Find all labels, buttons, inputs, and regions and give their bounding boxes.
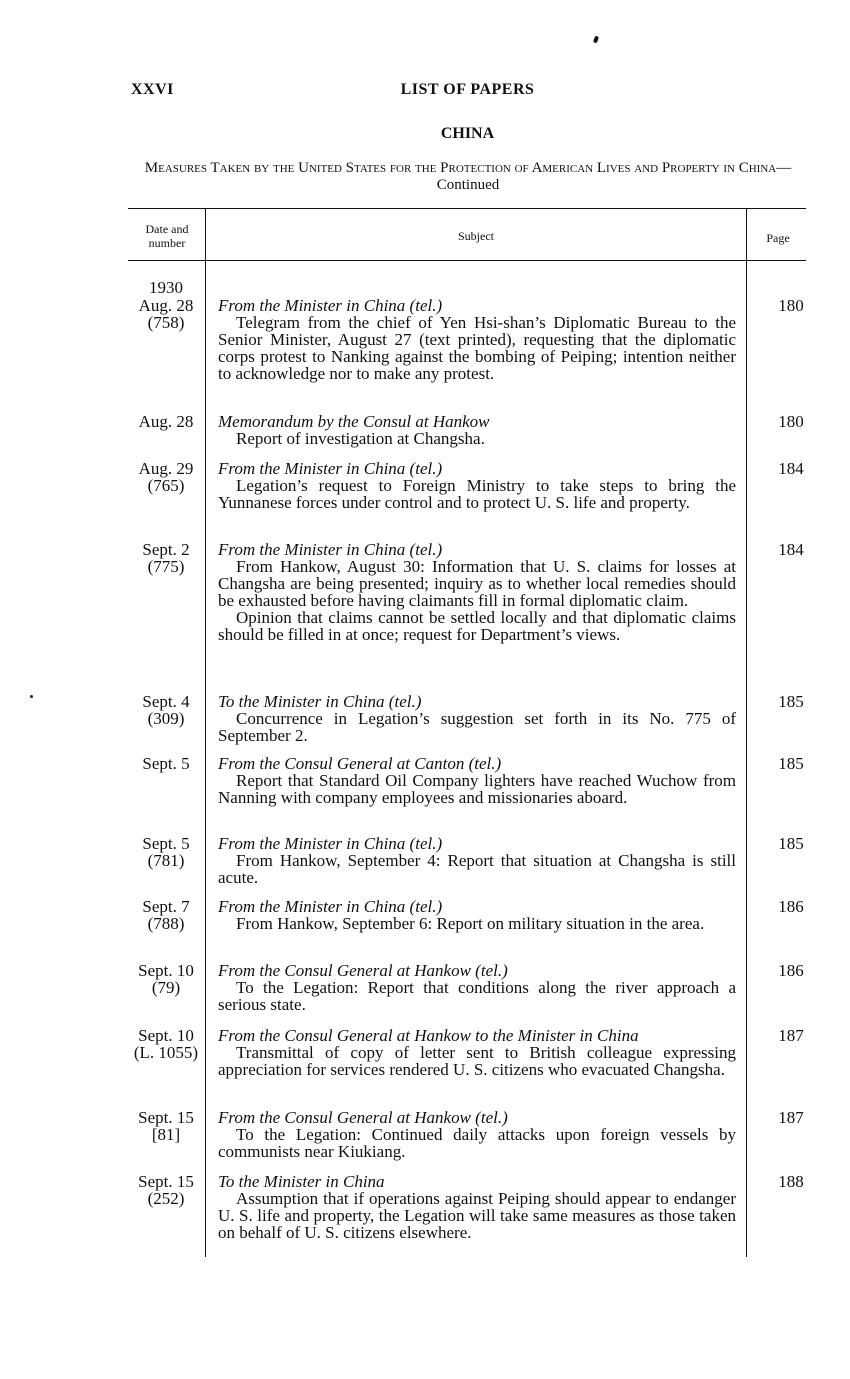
entry-title: Memorandum by the Consul at Hankow bbox=[218, 412, 490, 431]
column-header-page: Page bbox=[766, 231, 790, 245]
entry-page: 184 bbox=[778, 459, 804, 478]
entry-title: From the Minister in China (tel.) bbox=[218, 459, 443, 478]
entry-date bbox=[128, 962, 204, 996]
entry-subject bbox=[218, 541, 736, 643]
entry-date-text: Aug. 28 bbox=[138, 412, 194, 431]
running-title: LIST OF PAPERS bbox=[400, 81, 535, 98]
entry-date-text: Sept. 7 bbox=[142, 897, 190, 916]
entry-title: From the Consul General at Hankow (tel.) bbox=[218, 1108, 508, 1127]
entry-number: (775) bbox=[147, 557, 185, 576]
entry-date bbox=[128, 835, 204, 869]
entry-body: Concurrence in Legation’s suggestion set forth in its No. 775 of September 2. bbox=[218, 709, 736, 745]
entry-body: Opinion that claims cannot be settled locally and that diplomatic claims should be filled in at once; request for Department’s views. bbox=[218, 608, 736, 644]
entry-date bbox=[128, 898, 204, 932]
entry-page: 184 bbox=[778, 540, 804, 559]
entry-date bbox=[128, 541, 204, 575]
entry-date-text: Sept. 4 bbox=[142, 692, 190, 711]
entry-date-text: Aug. 28 bbox=[138, 296, 194, 315]
entry-body: To the Legation: Report that conditions along the river approach a serious state. bbox=[218, 978, 736, 1014]
entry-number: (788) bbox=[147, 914, 185, 933]
entry-date-text: Sept. 10 bbox=[138, 1026, 194, 1045]
ink-speck bbox=[593, 36, 599, 44]
entry-number: (758) bbox=[147, 313, 185, 332]
year-label: 1930 bbox=[149, 278, 183, 297]
entry-title: From the Minister in China (tel.) bbox=[218, 834, 443, 853]
entry-body: From Hankow, August 30: Information that U. S. claims for losses at Changsha are being presented; inquiry as to whether local remedies should be exhausted before having claimants fill in formal diplomatic claim. bbox=[218, 557, 736, 610]
entry-number: (309) bbox=[147, 709, 185, 728]
subtitle-continued: —Continued bbox=[436, 160, 792, 193]
entry-page: 185 bbox=[778, 692, 804, 711]
entry-subject bbox=[218, 898, 736, 932]
entry-body: From Hankow, September 4: Report that situation at Changsha is still acute. bbox=[218, 851, 736, 887]
entry-date bbox=[128, 297, 204, 331]
entry-number: (765) bbox=[147, 476, 185, 495]
entry-date bbox=[128, 460, 204, 494]
entry-body: Telegram from the chief of Yen Hsi-shan’s Diplomatic Bureau to the Senior Minister, August 27 (text printed), requesting that the diplomatic corps protest to Nanking against the bombing of Peiping; intention neither to acknowledge nor to make any protest. bbox=[218, 313, 736, 383]
entry-body: Transmittal of copy of letter sent to British colleague expressing appreciation for services rendered U. S. citizens who evacuated Changsha. bbox=[218, 1043, 736, 1079]
entry-page: 187 bbox=[778, 1108, 804, 1127]
column-divider-left bbox=[205, 209, 206, 1257]
entry-subject bbox=[218, 460, 736, 511]
entry-subject bbox=[218, 755, 736, 806]
entry-title: From the Consul General at Canton (tel.) bbox=[218, 754, 502, 773]
column-header-subject: Subject bbox=[458, 229, 494, 243]
entry-number: [81] bbox=[151, 1125, 181, 1144]
margin-speck bbox=[30, 695, 33, 698]
entry-body: Assumption that if operations against Peiping should appear to endanger U. S. life and property, the Legation will take same measures as those taken on behalf of U. S. citizens elsewhere. bbox=[218, 1189, 736, 1242]
entry-date bbox=[128, 1109, 204, 1143]
entry-date bbox=[128, 1027, 204, 1061]
entry-number: (79) bbox=[151, 978, 181, 997]
entry-date bbox=[128, 413, 204, 430]
entry-page: 187 bbox=[778, 1026, 804, 1045]
entry-title: From the Minister in China (tel.) bbox=[218, 897, 443, 916]
entry-date-text: Sept. 2 bbox=[142, 540, 190, 559]
entry-date-text: Aug. 29 bbox=[138, 459, 194, 478]
entry-date-text: Sept. 5 bbox=[142, 754, 190, 773]
entry-page: 186 bbox=[778, 897, 804, 916]
entry-page: 180 bbox=[778, 412, 804, 431]
entry-page: 185 bbox=[778, 754, 804, 773]
entry-number: (252) bbox=[147, 1189, 185, 1208]
entry-body: Report that Standard Oil Company lighters have reached Wuchow from Nanning with company employees and missionaries aboard. bbox=[218, 771, 736, 807]
entry-title: To the Minister in China (tel.) bbox=[218, 692, 422, 711]
entry-date bbox=[128, 1173, 204, 1207]
entry-number: (781) bbox=[147, 851, 185, 870]
entry-subject bbox=[218, 413, 736, 447]
entry-subject bbox=[218, 962, 736, 1013]
entry-page: 185 bbox=[778, 834, 804, 853]
entry-title: From the Minister in China (tel.) bbox=[218, 296, 443, 315]
entry-title: To the Minister in China bbox=[218, 1172, 385, 1191]
entry-body: To the Legation: Continued daily attacks upon foreign vessels by communists near Kiukiang. bbox=[218, 1125, 736, 1161]
entry-body: Report of investigation at Changsha. bbox=[236, 429, 485, 448]
entry-date bbox=[128, 693, 204, 727]
entry-page: 188 bbox=[778, 1172, 804, 1191]
entry-subject bbox=[218, 1109, 736, 1160]
table-header-rule bbox=[128, 260, 806, 261]
page-folio: XXVI bbox=[131, 81, 174, 98]
entry-title: From the Minister in China (tel.) bbox=[218, 540, 443, 559]
entry-body: From Hankow, September 6: Report on military situation in the area. bbox=[236, 914, 705, 933]
column-header-date: Date and number bbox=[145, 222, 189, 250]
entry-date-text: Sept. 15 bbox=[138, 1108, 194, 1127]
entry-title: From the Consul General at Hankow to the Minister in China bbox=[218, 1026, 639, 1045]
entry-subject bbox=[218, 1173, 736, 1241]
entry-subject bbox=[218, 297, 736, 382]
entry-page: 180 bbox=[778, 296, 804, 315]
entry-page: 186 bbox=[778, 961, 804, 980]
entry-subject bbox=[218, 693, 736, 744]
entry-title: From the Consul General at Hankow (tel.) bbox=[218, 961, 508, 980]
entry-body: Legation’s request to Foreign Ministry to take steps to bring the Yunnanese forces under control and to protect U. S. life and property. bbox=[218, 476, 736, 512]
subtitle-text: Measures Taken by the United States for the Protection of American Lives and Property in China bbox=[144, 160, 777, 176]
entry-date bbox=[128, 755, 204, 772]
section-subtitle bbox=[128, 160, 808, 194]
section-title: CHINA bbox=[440, 125, 495, 142]
entry-subject bbox=[218, 835, 736, 886]
entry-date-text: Sept. 15 bbox=[138, 1172, 194, 1191]
entry-date-text: Sept. 10 bbox=[138, 961, 194, 980]
entry-date-text: Sept. 5 bbox=[142, 834, 190, 853]
entry-number: (L. 1055) bbox=[133, 1043, 199, 1062]
table-top-rule bbox=[128, 208, 806, 209]
column-divider-right bbox=[746, 209, 747, 1257]
entry-subject bbox=[218, 1027, 736, 1078]
